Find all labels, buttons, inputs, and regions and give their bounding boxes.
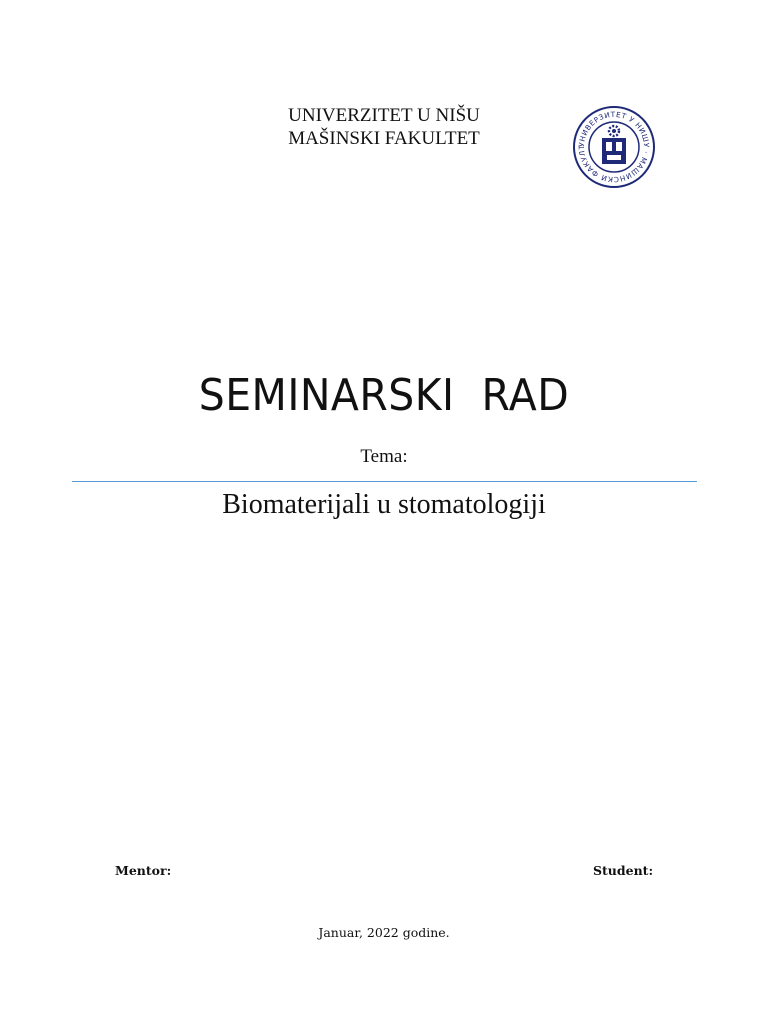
university-name: UNIVERZITET U NIŠU [288,105,480,126]
student-label: Student: [593,863,654,878]
date-line: Januar, 2022 godine. [318,925,450,940]
faculty-name: MAŠINSKI FAKULTET [288,128,480,149]
faculty-seal-icon [572,105,656,189]
document-title: SEMINARSKI RAD [198,370,570,421]
topic-label: Tema: [360,446,408,467]
seal-ring-text: УНИВЕРЗИТЕТ У НИШУ · МАШИНСКИ ФАКУЛТ [576,109,652,185]
topic-title: Biomaterijali u stomatologiji [222,489,546,520]
university-header [230,104,538,150]
mentor-label: Mentor: [115,863,172,878]
divider-line [72,481,697,482]
